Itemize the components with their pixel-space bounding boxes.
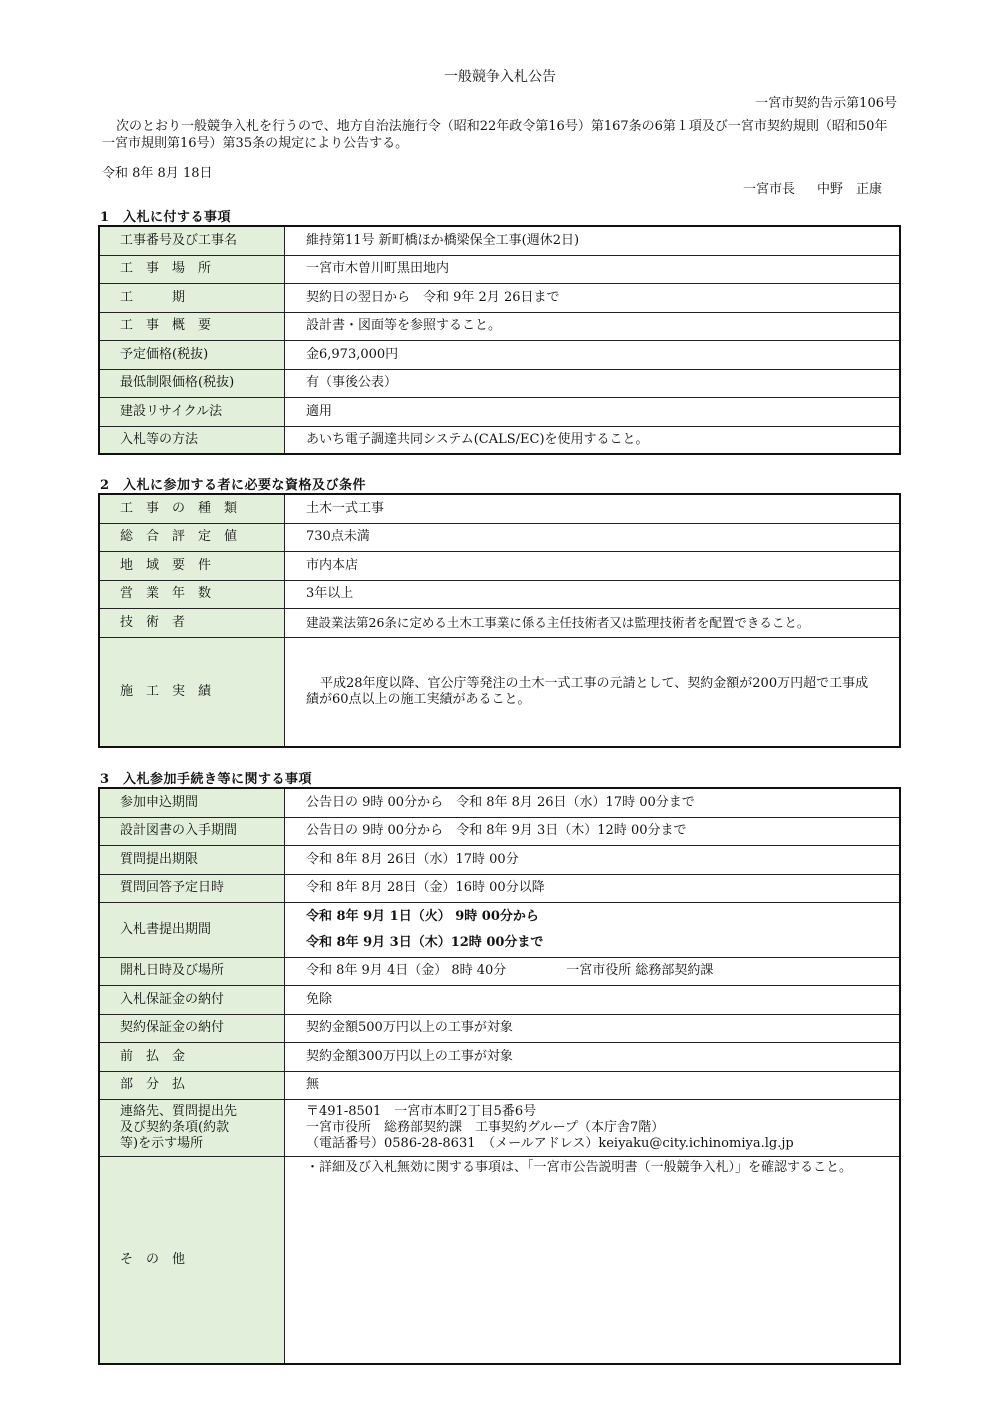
table-row — [99, 608, 900, 637]
row-value: 公告日の 9時 00分から 令和 8年 9月 3日（木）12時 00分まで — [285, 817, 901, 845]
table-row — [99, 551, 900, 580]
row-label: 予定価格(税抜) — [99, 340, 285, 369]
row-value: 令和 8年 8月 26日（水）17時 00分 — [285, 845, 901, 874]
row-value — [285, 1099, 901, 1156]
row-value: 730点未満 — [285, 523, 901, 551]
table-row — [99, 226, 900, 255]
row-value: 土木一式工事 — [285, 494, 901, 523]
table-row — [99, 255, 900, 283]
contact-address: 〒491-8501 一宮市本町2丁目5番6号 — [306, 1103, 537, 1119]
mayor-signature — [743, 178, 882, 197]
table-row — [99, 494, 900, 523]
row-label: 入札保証金の納付 — [99, 985, 285, 1014]
row-value: 適用 — [285, 397, 901, 426]
row-label: 工 事 概 要 — [99, 312, 285, 340]
row-value: 設計書・図面等を参照すること。 — [285, 312, 901, 340]
row-value: 契約金額500万円以上の工事が対象 — [285, 1014, 901, 1042]
contact-department: 一宮市役所 総務部契約課 工事契約グループ（本庁舎7階） — [306, 1119, 665, 1135]
table-row — [99, 426, 900, 454]
row-label: 工 期 — [99, 283, 285, 312]
row-value: 無 — [285, 1071, 901, 1099]
row-label: 契約保証金の納付 — [99, 1014, 285, 1042]
table-row — [99, 788, 900, 817]
row-label — [99, 1099, 285, 1156]
intro-paragraph: 次のとおり一般競争入札を行うので、地方自治法施行令（昭和22年政令第16号）第167条の6第１項及び一宮市契約規則（昭和50年一宮市規則第16号）第35条の規定により公告する。 — [102, 119, 888, 151]
contact-label-line3: 等)を示す場所 — [120, 1135, 204, 1151]
table-row — [99, 957, 900, 985]
notice-date: 令和 8年 8月 18日 — [102, 166, 213, 181]
row-value: 一宮市木曽川町黒田地内 — [285, 255, 901, 283]
contact-label-line1: 連絡先、質問提出先 — [120, 1103, 238, 1119]
table-row — [99, 397, 900, 426]
table-row — [99, 1071, 900, 1099]
row-label: 建設リサイクル法 — [99, 397, 285, 426]
row-label: 部 分 払 — [99, 1071, 285, 1099]
row-label: 入札等の方法 — [99, 426, 285, 454]
row-label: 参加申込期間 — [99, 788, 285, 817]
table-row — [99, 874, 900, 902]
section3-heading: 3 入札参加手続き等に関する事項 — [100, 772, 313, 787]
row-label: 総 合 評 定 値 — [99, 523, 285, 551]
row-value: 公告日の 9時 00分から 令和 8年 8月 26日（水）17時 00分まで — [285, 788, 901, 817]
table-row — [99, 283, 900, 312]
row-label: 技 術 者 — [99, 608, 285, 637]
section2-table — [98, 493, 901, 748]
row-label: 質問回答予定日時 — [99, 874, 285, 902]
section1-heading: 1 入札に付する事項 — [100, 210, 232, 225]
row-value: 3年以上 — [285, 580, 901, 608]
row-value: ・詳細及び入札無効に関する事項は、「一宮市公告説明書（一般競争入札）」を確認すること。 — [285, 1156, 901, 1364]
table-row — [99, 985, 900, 1014]
section2-heading: 2 入札に参加する者に必要な資格及び条件 — [100, 478, 367, 493]
row-value: 契約金額300万円以上の工事が対象 — [285, 1042, 901, 1071]
row-label: 営 業 年 数 — [99, 580, 285, 608]
row-value: 維持第11号 新町橋ほか橋梁保全工事(週休2日) — [285, 226, 901, 255]
row-label: 最低制限価格(税抜) — [99, 369, 285, 397]
row-label: 工 事 場 所 — [99, 255, 285, 283]
table-row — [99, 817, 900, 845]
row-label: 入札書提出期間 — [99, 902, 285, 957]
table-row — [99, 523, 900, 551]
opening-place: 一宮市役所 総務部契約課 — [566, 963, 714, 978]
row-label: 工事番号及び工事名 — [99, 226, 285, 255]
row-value — [285, 957, 901, 985]
row-value — [285, 902, 901, 957]
table-row — [99, 845, 900, 874]
table-row — [99, 1014, 900, 1042]
table-row — [99, 1099, 900, 1156]
row-value: 金6,973,000円 — [285, 340, 901, 369]
section3-table — [98, 787, 901, 1365]
row-value: あいち電子調達共同システム(CALS/EC)を使用すること。 — [285, 426, 901, 454]
contact-phone-email: （電話番号）0586-28-8631 （メールアドレス）keiyaku@city.ichinomiya.lg.jp — [306, 1135, 794, 1151]
bid-period-end: 令和 8年 9月 3日（木）12時 00分まで — [306, 934, 544, 950]
table-row — [99, 637, 900, 747]
row-value: 平成28年度以降、官公庁等発注の土木一式工事の元請として、契約金額が200万円超で工事成績が60点以上の施工実績があること。 — [285, 637, 901, 747]
row-label: 設計図書の入手期間 — [99, 817, 285, 845]
page-title: 一般競争入札公告 — [444, 69, 556, 85]
row-value: 建設業法第26条に定める土木工事業に係る主任技術者又は監理技術者を配置できること。 — [285, 608, 901, 637]
row-label: 施 工 実 績 — [99, 637, 285, 747]
mayor-name: 中野 正康 — [816, 182, 882, 197]
table-row — [99, 902, 900, 957]
row-label: 前 払 金 — [99, 1042, 285, 1071]
notice-number: 一宮市契約告示第106号 — [755, 96, 897, 111]
table-row — [99, 1042, 900, 1071]
row-value: 免除 — [285, 985, 901, 1014]
table-row — [99, 369, 900, 397]
table-row — [99, 312, 900, 340]
row-label: 開札日時及び場所 — [99, 957, 285, 985]
row-label: 質問提出期限 — [99, 845, 285, 874]
row-value: 令和 8年 8月 28日（金）16時 00分以降 — [285, 874, 901, 902]
bid-period-start: 令和 8年 9月 1日（火） 9時 00分から — [306, 908, 539, 924]
opening-datetime: 令和 8年 9月 4日（金） 8時 40分 — [306, 963, 507, 978]
section1-table — [98, 225, 901, 455]
row-label: 工 事 の 種 類 — [99, 494, 285, 523]
table-row — [99, 340, 900, 369]
row-value: 市内本店 — [285, 551, 901, 580]
contact-label-line2: 及び契約条項(約款 — [120, 1119, 230, 1135]
mayor-title: 一宮市長 — [742, 182, 795, 197]
row-value: 契約日の翌日から 令和 9年 2月 26日まで — [285, 283, 901, 312]
row-label: 地 域 要 件 — [99, 551, 285, 580]
table-row — [99, 1156, 900, 1364]
table-row — [99, 580, 900, 608]
row-label: そ の 他 — [99, 1156, 285, 1364]
row-value: 有（事後公表） — [285, 369, 901, 397]
